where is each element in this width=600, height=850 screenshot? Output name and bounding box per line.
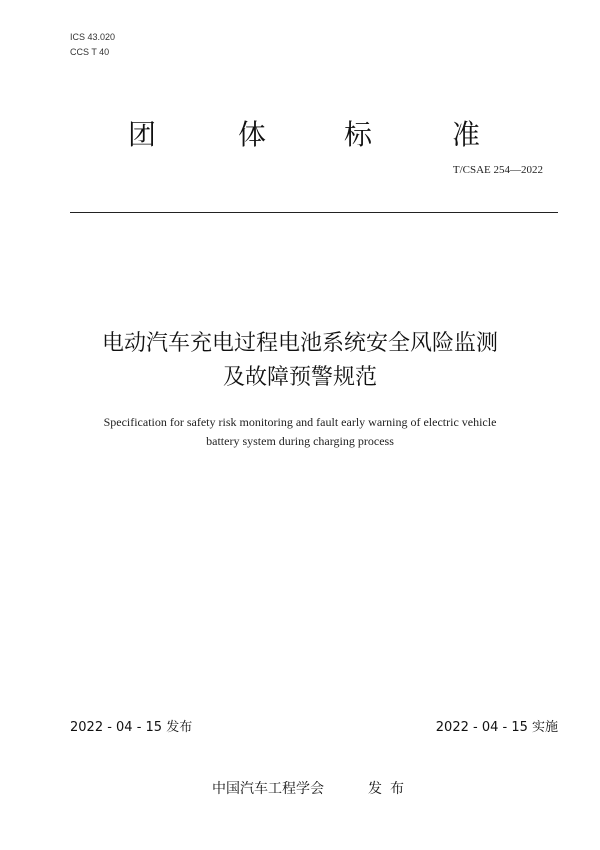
publish-date: 2022 - 04 - 15 发布 bbox=[70, 720, 193, 735]
publisher-action: 发布 bbox=[368, 781, 412, 797]
chinese-title-line-2: 及故障预警规范 bbox=[222, 365, 377, 390]
header-divider bbox=[70, 212, 558, 213]
doc-type-char-3: 标 bbox=[344, 118, 373, 151]
ics-code: ICS 43.020 bbox=[70, 32, 116, 42]
document-type-heading bbox=[0, 113, 600, 153]
classification-codes bbox=[70, 30, 115, 60]
chinese-title-line-1: 电动汽车充电过程电池系统安全风险监测 bbox=[101, 331, 498, 356]
doc-type-char-1: 团 bbox=[128, 118, 157, 151]
implement-date: 2022 - 04 - 15 实施 bbox=[435, 720, 558, 735]
doc-type-char-4: 准 bbox=[452, 118, 481, 151]
doc-type-char-2: 体 bbox=[238, 118, 267, 151]
english-title-line-2: battery system during charging process bbox=[206, 434, 394, 448]
ccs-code: CCS T 40 bbox=[70, 47, 110, 57]
standard-number: T/CSAE 254—2022 bbox=[452, 164, 543, 176]
publisher-name: 中国汽车工程学会 bbox=[212, 781, 324, 797]
english-title-line-1: Specification for safety risk monitoring and fault early warning of electric vehicle bbox=[103, 415, 497, 429]
